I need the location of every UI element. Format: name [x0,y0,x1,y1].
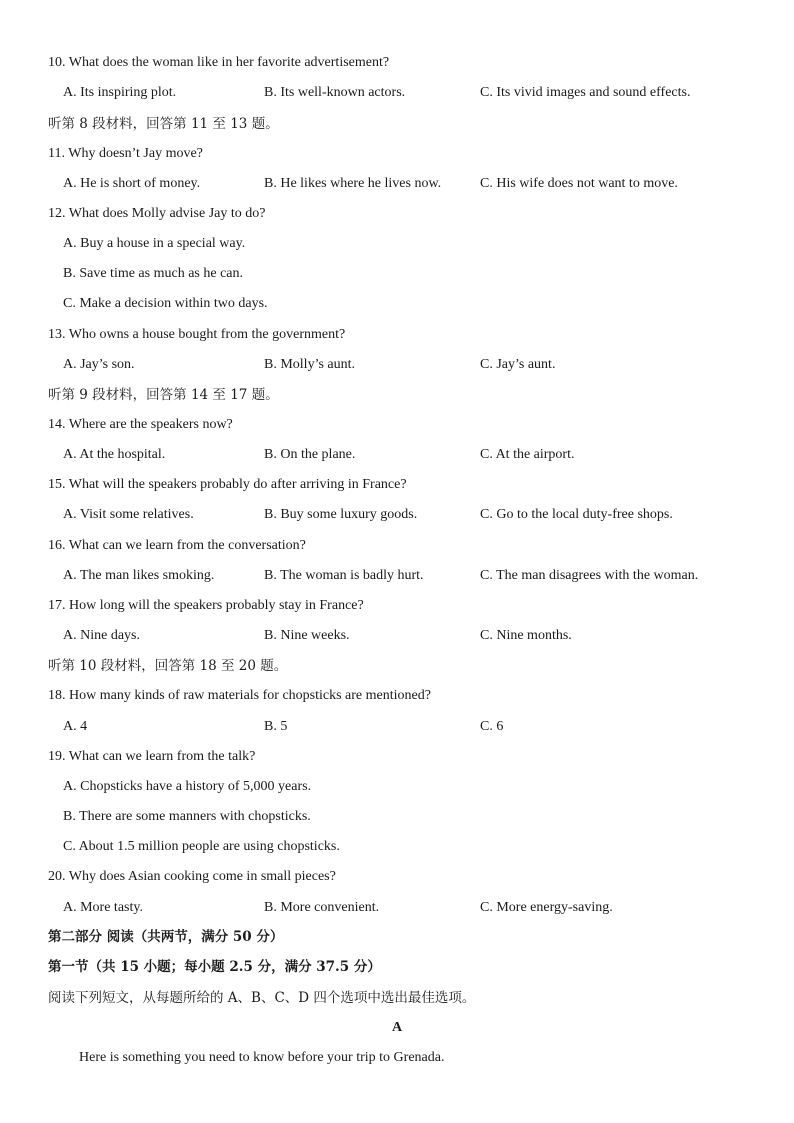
q13-option-a: A. Jay’s son. [63,357,135,372]
q17-option-b: B. Nine weeks. [264,628,350,643]
q20-option-c: C. More energy-saving. [480,900,613,915]
q19-option-a: A. Chopsticks have a history of 5,000 years. [63,779,312,794]
q16-option-c: C. The man disagrees with the woman. [480,568,699,583]
q18-option-b: B. 5 [264,719,288,734]
question-12: 12. What does Molly advise Jay to do? [48,206,266,221]
q13-option-c: C. Jay’s aunt. [480,357,556,372]
q14-option-a: A. At the hospital. [63,447,166,462]
q10-option-c: C. Its vivid images and sound effects. [480,85,691,100]
question-20: 20. Why does Asian cooking come in small pieces? [48,869,336,884]
q20-option-a: A. More tasty. [63,900,143,915]
q14-option-c: C. At the airport. [480,447,575,462]
q15-option-b: B. Buy some luxury goods. [264,507,418,522]
section-9-heading: 听第 9 段材料，回答第 14 至 17 题。 [48,387,279,403]
section-10-heading: 听第 10 段材料，回答第 18 至 20 题。 [48,658,288,674]
q11-option-b: B. He likes where he lives now. [264,176,442,191]
question-14: 14. Where are the speakers now? [48,417,233,432]
question-13: 13. Who owns a house bought from the government? [48,327,346,342]
q16-option-b: B. The woman is badly hurt. [264,568,424,583]
question-19: 19. What can we learn from the talk? [48,749,256,764]
passage-label: A [391,1020,403,1035]
q17-option-c: C. Nine months. [480,628,572,643]
q19-option-b: B. There are some manners with chopsticks. [63,809,311,824]
q16-option-a: A. The man likes smoking. [63,568,215,583]
part-2-heading: 第二部分 阅读（共两节，满分 50 分） [48,929,284,945]
q18-option-c: C. 6 [480,719,504,734]
q19-option-c: C. About 1.5 million people are using chopsticks. [63,839,340,854]
question-17: 17. How long will the speakers probably stay in France? [48,598,364,613]
q13-option-b: B. Molly’s aunt. [264,357,356,372]
q15-option-c: C. Go to the local duty-free shops. [480,507,673,522]
question-10: 10. What does the woman like in her favorite advertisement? [48,55,390,70]
reading-instruction: 阅读下列短文，从每题所给的 A、B、C、D 四个选项中选出最佳选项。 [48,990,476,1006]
q12-option-a: A. Buy a house in a special way. [63,236,246,251]
q14-option-b: B. On the plane. [264,447,356,462]
passage-first-line: Here is something you need to know before your trip to Grenada. [79,1050,445,1065]
q11-option-a: A. He is short of money. [63,176,201,191]
question-18: 18. How many kinds of raw materials for chopsticks are mentioned? [48,688,431,703]
question-16: 16. What can we learn from the conversation? [48,538,306,553]
section-8-heading: 听第 8 段材料，回答第 11 至 13 题。 [48,116,279,132]
q12-option-c: C. Make a decision within two days. [63,296,268,311]
q12-option-b: B. Save time as much as he can. [63,266,244,281]
q17-option-a: A. Nine days. [63,628,140,643]
q15-option-a: A. Visit some relatives. [63,507,194,522]
section-1-heading: 第一节（共 15 小题；每小题 2.5 分，满分 37.5 分） [48,959,381,975]
question-15: 15. What will the speakers probably do after arriving in France? [48,477,407,492]
question-11: 11. Why doesn’t Jay move? [48,146,203,161]
q10-option-b: B. Its well-known actors. [264,85,406,100]
q10-option-a: A. Its inspiring plot. [63,85,177,100]
q20-option-b: B. More convenient. [264,900,380,915]
q11-option-c: C. His wife does not want to move. [480,176,678,191]
q18-option-a: A. 4 [63,719,88,734]
